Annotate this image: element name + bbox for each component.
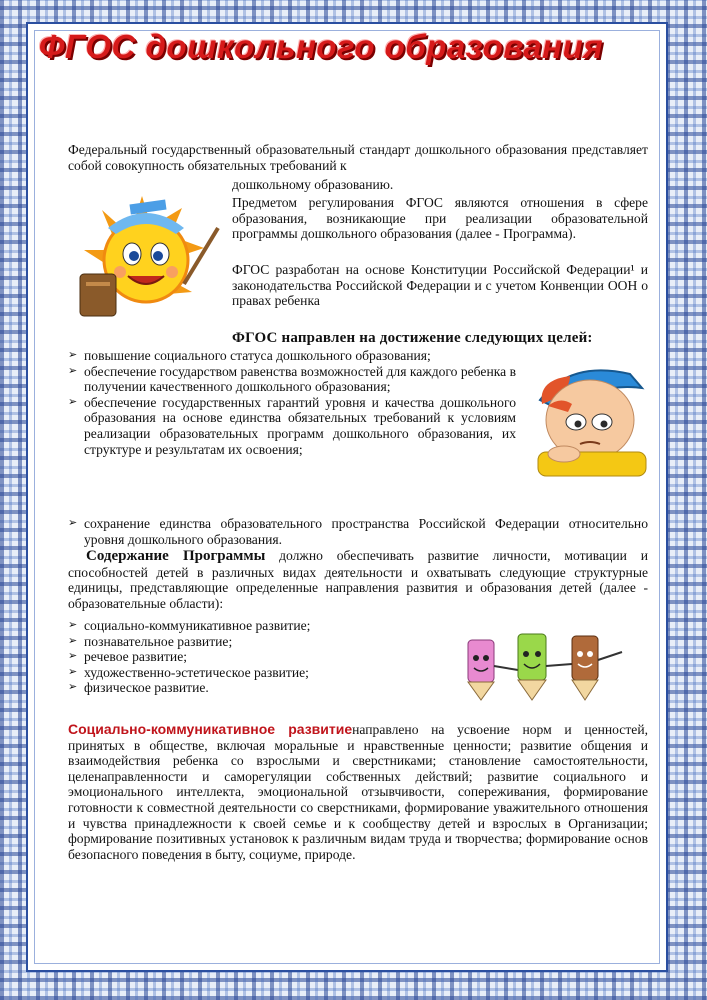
social-paragraph xyxy=(68,722,648,862)
program-item: ➢ познавательное развитие; xyxy=(66,634,446,650)
intro-paragraph xyxy=(68,142,648,173)
goals-heading: ФГОС направлен на достижение следующих целей: xyxy=(232,330,593,346)
program-item: ➢ физическое развитие. xyxy=(66,680,446,696)
program-item: ➢ художественно-эстетическое развитие; xyxy=(66,665,446,681)
intro-line-end: дошкольному образованию. xyxy=(232,177,394,192)
intro-basis: ФГОС разработан на основе Конституции Российской Федерации¹ и законодательства Российской Федерации и с учетом Конвенции ООН о правах ребенка xyxy=(232,262,648,309)
social-heading: Социально-коммуникативное развитие xyxy=(68,721,353,737)
social-text: направлено на усвоение норм и ценностей, принятых в обществе, включая моральные и нравственные ценности; развитие общения и взаимодействия ребенка со взрослыми и сверстниками; становление самостоятельности, целенаправленности и саморегуляции собственных действий; развитие социального и эмоционального интеллекта, эмоциональной отзывчивости, сопереживания, формирование готовности к совместной деятельности со сверстниками, формирование уважительного отношения и чувства принадлежности к своей семье и к сообществу детей и взрослых в Организации; формирование позитивных установок к различным видам труда и творчества; формирование основ безопасного поведения в быту, социуме, природе. xyxy=(68,722,648,862)
sun-teacher-illustration xyxy=(72,188,222,328)
program-paragraph xyxy=(68,548,648,611)
goal-item: ➢ повышение социального статуса дошкольного образования; xyxy=(66,348,516,364)
intro-subject: Предметом регулирования ФГОС являются отношения в сфере образования, возникающие при реализации образовательной программы дошкольного образования (далее - Программа). xyxy=(232,195,648,242)
goals-list xyxy=(66,348,516,457)
program-item: ➢ социально-коммуникативное развитие; xyxy=(66,618,446,634)
program-text: должно обеспечивать развитие личности, мотивации и способностей детей в различных видах деятельности и охватывать следующие структурные единицы, представляющие определенные направления развития и образования детей (далее - образовательные области): xyxy=(68,548,648,611)
boy-with-cap-illustration xyxy=(530,360,652,478)
goal-item: ➢ обеспечение государственных гарантий уровня и качества дошкольного образования на основе единства обязательных требований к условиям реализации образовательных программ дошкольного образования, их структуре и результатам их освоения; xyxy=(66,395,516,457)
intro-line: Федеральный государственный образовательный стандарт дошкольного образования представляет собой совокупность обязательных требований к xyxy=(68,142,648,173)
goals-list-continued xyxy=(66,516,648,547)
pencil-characters-illustration xyxy=(462,630,632,704)
program-list xyxy=(66,618,446,696)
page-title: ФГОС дошкольного образования xyxy=(38,28,604,65)
goal-item: ➢ сохранение единства образовательного пространства Российской Федерации относительно уровня дошкольного образования. xyxy=(66,516,648,547)
program-item: ➢ речевое развитие; xyxy=(66,649,446,665)
goal-item: ➢ обеспечение государством равенства возможностей для каждого ребенка в получении качественного дошкольного образования; xyxy=(66,364,516,395)
program-heading: Содержание Программы xyxy=(86,548,266,564)
